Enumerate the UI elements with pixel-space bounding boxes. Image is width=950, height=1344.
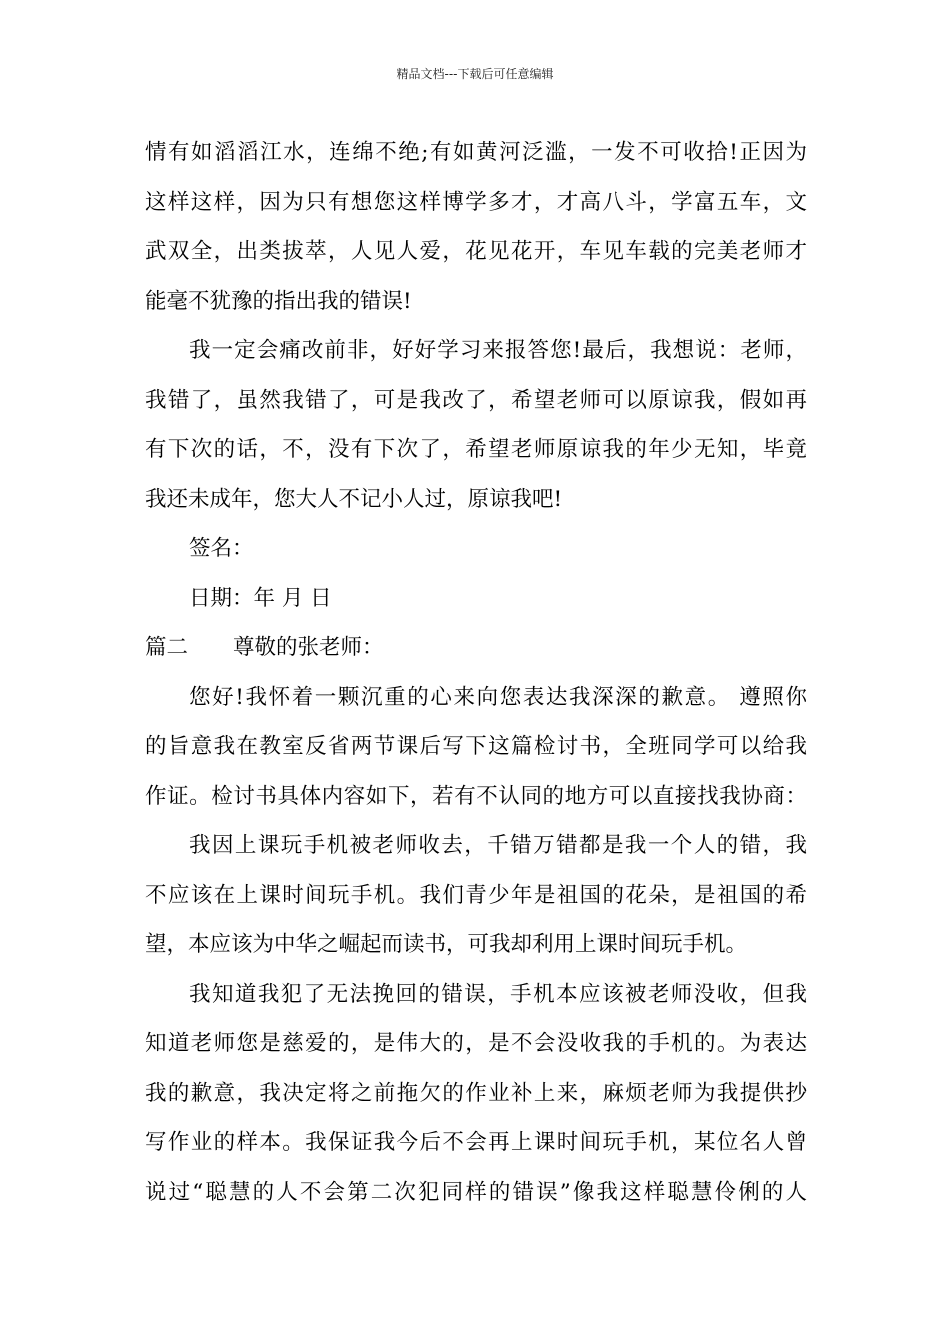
text-line: 知道老师您是慈爱的，是伟大的，是不会没收我的手机的。为表达 bbox=[145, 1031, 807, 1056]
text-line: 我的歉意，我决定将之前拖欠的作业补上来，麻烦老师为我提供抄 bbox=[145, 1080, 807, 1106]
text-line: 我错了，虽然我错了，可是我改了，希望老师可以原谅我，假如再 bbox=[145, 387, 807, 413]
page-header: 精品文档---下载后可任意编辑 bbox=[396, 67, 554, 81]
date-label: 日期：年 月 日 bbox=[189, 585, 332, 611]
text-line: 情有如滔滔江水，连绵不绝;有如黄河泛滥，一发不可收拾!正因为 bbox=[145, 140, 807, 165]
section-number: 篇二 bbox=[145, 635, 189, 660]
text-line: 武双全，出类拔萃，人见人爱，花见花开，车见车载的完美老师才 bbox=[145, 239, 807, 264]
text-line: 这样这样，因为只有想您这样博学多才，才高八斗，学富五车，文 bbox=[145, 189, 807, 215]
salutation: 尊敬的张老师： bbox=[233, 635, 384, 660]
paragraph-start-line: 我一定会痛改前非，好好学习来报答您!最后，我想说：老师， bbox=[189, 338, 807, 363]
section-heading bbox=[145, 623, 807, 673]
text-line: 写作业的样本。我保证我今后不会再上课时间玩手机，某位名人曾 bbox=[145, 1130, 807, 1155]
text-line: 望，本应该为中华之崛起而读书，可我却利用上课时间玩手机。 bbox=[145, 932, 748, 957]
text-line: 有下次的话，不，没有下次了，希望老师原谅我的年少无知，毕竟 bbox=[145, 437, 807, 462]
text-line: 说过“聪慧的人不会第二次犯同样的错误”像我这样聪慧伶俐的人 bbox=[145, 1179, 807, 1205]
text-line: 能毫不犹豫的指出我的错误! bbox=[145, 288, 412, 314]
paragraph-start-line: 我因上课玩手机被老师收去，千错万错都是我一个人的错，我 bbox=[189, 833, 807, 858]
document-body bbox=[145, 128, 807, 1217]
signature-label: 签名： bbox=[189, 536, 254, 561]
text-line: 我还未成年，您大人不记小人过，原谅我吧! bbox=[145, 486, 563, 512]
text-line: 的旨意我在教室反省两节课后写下这篇检讨书，全班同学可以给我 bbox=[145, 734, 807, 759]
text-line: 作证。检讨书具体内容如下，若有不认同的地方可以直接找我协商： bbox=[145, 783, 807, 809]
paragraph-start-line: 我知道我犯了无法挽回的错误，手机本应该被老师没收，但我 bbox=[189, 981, 807, 1007]
text-line: 不应该在上课时间玩手机。我们青少年是祖国的花朵，是祖国的希 bbox=[145, 882, 807, 908]
paragraph-start-line: 您好!我怀着一颗沉重的心来向您表达我深深的歉意。 遵照你 bbox=[189, 684, 807, 710]
